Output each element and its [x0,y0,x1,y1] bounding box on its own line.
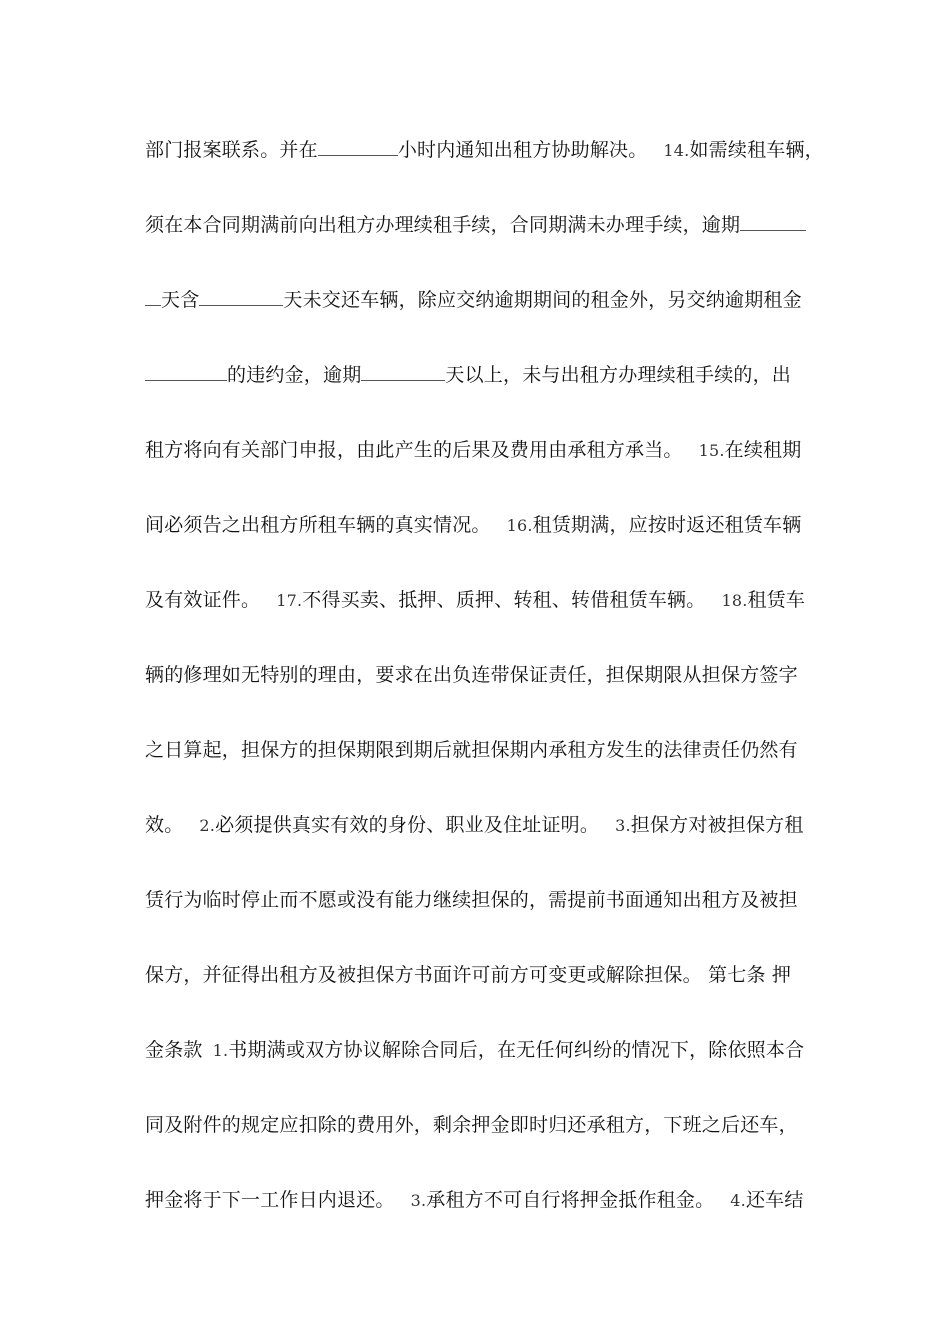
item-number: 14. [663,141,690,160]
item-number: 3. [615,816,631,835]
text-line [145,135,825,165]
text-segment: 赁行为临时停止而不愿或没有能力继续担保的，需提前书面通知出租方及被担 [145,889,798,911]
text-line [145,660,825,690]
text-line [145,960,825,990]
text-segment: 不得买卖、抵押、质押、转租、转借租赁车辆。 [302,589,706,611]
text-line [145,210,825,240]
text-segment: 在续租期 [724,439,802,461]
fill-in-blank [740,210,806,231]
text-segment: 还车结 [745,1189,804,1211]
text-line [145,285,825,315]
fill-in-blank [199,285,283,306]
text-line [145,810,825,840]
text-line [145,735,825,765]
text-segment: 保方，并征得出租方及被担保方书面许可前方可变更或解除担保。 第七条 押 [145,964,792,986]
text-segment: 担保方对被担保方租 [630,814,804,836]
text-segment: 金条款 [145,1039,203,1061]
item-number: 3. [410,1191,427,1210]
text-line [145,1110,825,1140]
text-segment: 如需续租车辆， [689,139,824,161]
text-segment: 间必须告之出租方所租车辆的真实情况。 [145,514,491,536]
text-segment: 租赁期满，应按时返还租赁车辆 [532,514,802,536]
text-segment: 部门报案联系。并在 [145,139,318,161]
text-line [145,435,825,465]
item-number: 18. [721,591,748,610]
text-line [145,1185,825,1215]
text-line [145,360,825,390]
text-segment: 及有效证件。 [145,589,261,611]
text-segment: 租方将向有关部门申报，由此产生的后果及费用由承租方承当。 [145,439,683,461]
text-line [145,585,825,615]
fill-in-blank [361,360,445,381]
item-number: 1. [212,1041,229,1060]
text-segment: 的违约金，逾期 [227,364,362,386]
text-segment: 租赁车 [747,589,806,611]
item-number: 2. [199,816,216,835]
text-segment: 辆的修理如无特别的理由，要求在出负连带保证责任，担保期限从担保方签字 [145,664,798,686]
item-number: 17. [276,591,303,610]
fill-in-blank [145,285,161,306]
text-line [145,1035,825,1065]
fill-in-blank [318,135,398,156]
text-segment: 天含 [161,289,200,311]
item-number: 15. [698,441,725,460]
text-segment: 押金将于下一工作日内退还。 [145,1189,395,1211]
text-segment: 天未交还车辆，除应交纳逾期期间的租金外，另交纳逾期租金 [283,289,802,311]
item-number: 4. [730,1191,746,1210]
text-line [145,885,825,915]
text-line [145,510,825,540]
text-segment: 之日算起，担保方的担保期限到期后就担保期内承租方发生的法律责任仍然有 [145,739,798,761]
text-segment: 天以上，未与出租方办理续租手续的，出 [445,364,792,386]
fill-in-blank [145,360,227,381]
text-segment: 必须提供真实有效的身份、职业及住址证明。 [215,814,600,836]
text-segment: 效。 [145,814,184,836]
text-segment: 同及附件的规定应扣除的费用外，剩余押金即时归还承租方，下班之后还车， [145,1114,798,1136]
text-segment: 小时内通知出租方协助解决。 [397,139,648,161]
text-segment: 书期满或双方协议解除合同后，在无任何纠纷的情况下，除依照本合 [228,1039,805,1061]
item-number: 16. [506,516,533,535]
text-segment: 须在本合同期满前向出租方办理续租手续，合同期满未办理手续，逾期 [145,214,741,236]
text-segment: 承租方不可自行将押金抵作租金。 [426,1189,715,1211]
